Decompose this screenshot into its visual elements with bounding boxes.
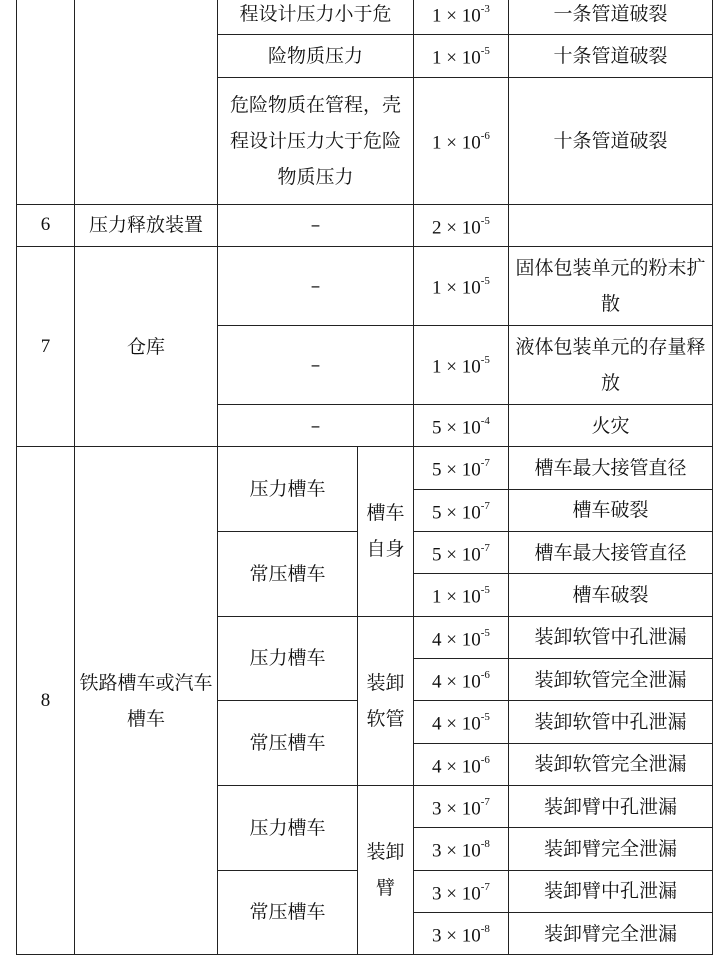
event-cell: 装卸软管完全泄漏 (509, 658, 713, 700)
frequency-cell: $5 \times 10^{-7}$ (414, 489, 509, 531)
frequency-cell: $4 \times 10^{-6}$ (414, 743, 509, 785)
event-cell: 火灾 (509, 404, 713, 446)
event-cell: 固体包装单元的粉末扩散 (509, 246, 713, 325)
frequency-cell: $2 \times 10^{-5}$ (414, 204, 509, 246)
part-cell: 装卸臂 (358, 785, 414, 954)
part-cell: 槽车自身 (358, 447, 414, 616)
event-cell: 装卸软管完全泄漏 (509, 743, 713, 785)
frequency-cell: $1 \times 10^{-5}$ (414, 246, 509, 325)
equipment-name: 铁路槽车或汽车槽车 (75, 447, 218, 955)
event-cell: 槽车破裂 (509, 574, 713, 616)
frequency-cell: $3 \times 10^{-8}$ (414, 912, 509, 954)
frequency-cell: $1 \times 10^{-3}$ (414, 0, 509, 35)
frequency-cell: $1 \times 10^{-5}$ (414, 574, 509, 616)
condition-cell: – (218, 204, 414, 246)
event-cell: 装卸软管中孔泄漏 (509, 616, 713, 658)
frequency-cell: $4 \times 10^{-6}$ (414, 658, 509, 700)
event-cell: 槽车破裂 (509, 489, 713, 531)
event-cell: 装卸臂中孔泄漏 (509, 870, 713, 912)
event-cell: 装卸臂完全泄漏 (509, 828, 713, 870)
equipment-name: 仓库 (75, 246, 218, 446)
row-number: 6 (17, 204, 75, 246)
equipment-name: 压力释放装置 (75, 204, 218, 246)
condition-cell: 险物质压力 (218, 35, 414, 77)
event-cell: 槽车最大接管直径 (509, 531, 713, 573)
frequency-cell: $5 \times 10^{-7}$ (414, 447, 509, 489)
name-cell-continued (75, 0, 218, 204)
row-number: 7 (17, 246, 75, 446)
condition-cell: 危险物质在管程，壳程设计压力大于危险物质压力 (218, 77, 414, 204)
event-cell: 装卸软管中孔泄漏 (509, 701, 713, 743)
event-cell: 槽车最大接管直径 (509, 447, 713, 489)
event-cell: 一条管道破裂 (509, 0, 713, 35)
tank-type: 常压槽车 (218, 870, 358, 955)
tank-type: 常压槽车 (218, 701, 358, 786)
frequency-cell: $3 \times 10^{-7}$ (414, 870, 509, 912)
event-cell: 十条管道破裂 (509, 77, 713, 204)
event-cell: 装卸臂完全泄漏 (509, 912, 713, 954)
part-cell: 装卸软管 (358, 616, 414, 785)
event-cell (509, 204, 713, 246)
frequency-cell: $4 \times 10^{-5}$ (414, 701, 509, 743)
event-cell: 液体包装单元的存量释放 (509, 325, 713, 404)
event-cell: 十条管道破裂 (509, 35, 713, 77)
frequency-cell: $5 \times 10^{-7}$ (414, 531, 509, 573)
num-cell-continued (17, 0, 75, 204)
frequency-cell: $3 \times 10^{-8}$ (414, 828, 509, 870)
frequency-cell: $1 \times 10^{-5}$ (414, 35, 509, 77)
condition-cell: – (218, 246, 414, 325)
frequency-cell: $1 \times 10^{-5}$ (414, 325, 509, 404)
frequency-cell: $5 \times 10^{-4}$ (414, 404, 509, 446)
tank-type: 压力槽车 (218, 616, 358, 701)
condition-cell: – (218, 404, 414, 446)
row-number: 8 (17, 447, 75, 955)
condition-cell: – (218, 325, 414, 404)
frequency-cell: $4 \times 10^{-5}$ (414, 616, 509, 658)
tank-type: 常压槽车 (218, 531, 358, 616)
frequency-cell: $3 \times 10^{-7}$ (414, 785, 509, 827)
condition-cell: 程设计压力小于危 (218, 0, 414, 35)
frequency-cell: $1 \times 10^{-6}$ (414, 77, 509, 204)
event-cell: 装卸臂中孔泄漏 (509, 785, 713, 827)
tank-type: 压力槽车 (218, 785, 358, 870)
release-frequency-table (16, 0, 713, 955)
tank-type: 压力槽车 (218, 447, 358, 532)
